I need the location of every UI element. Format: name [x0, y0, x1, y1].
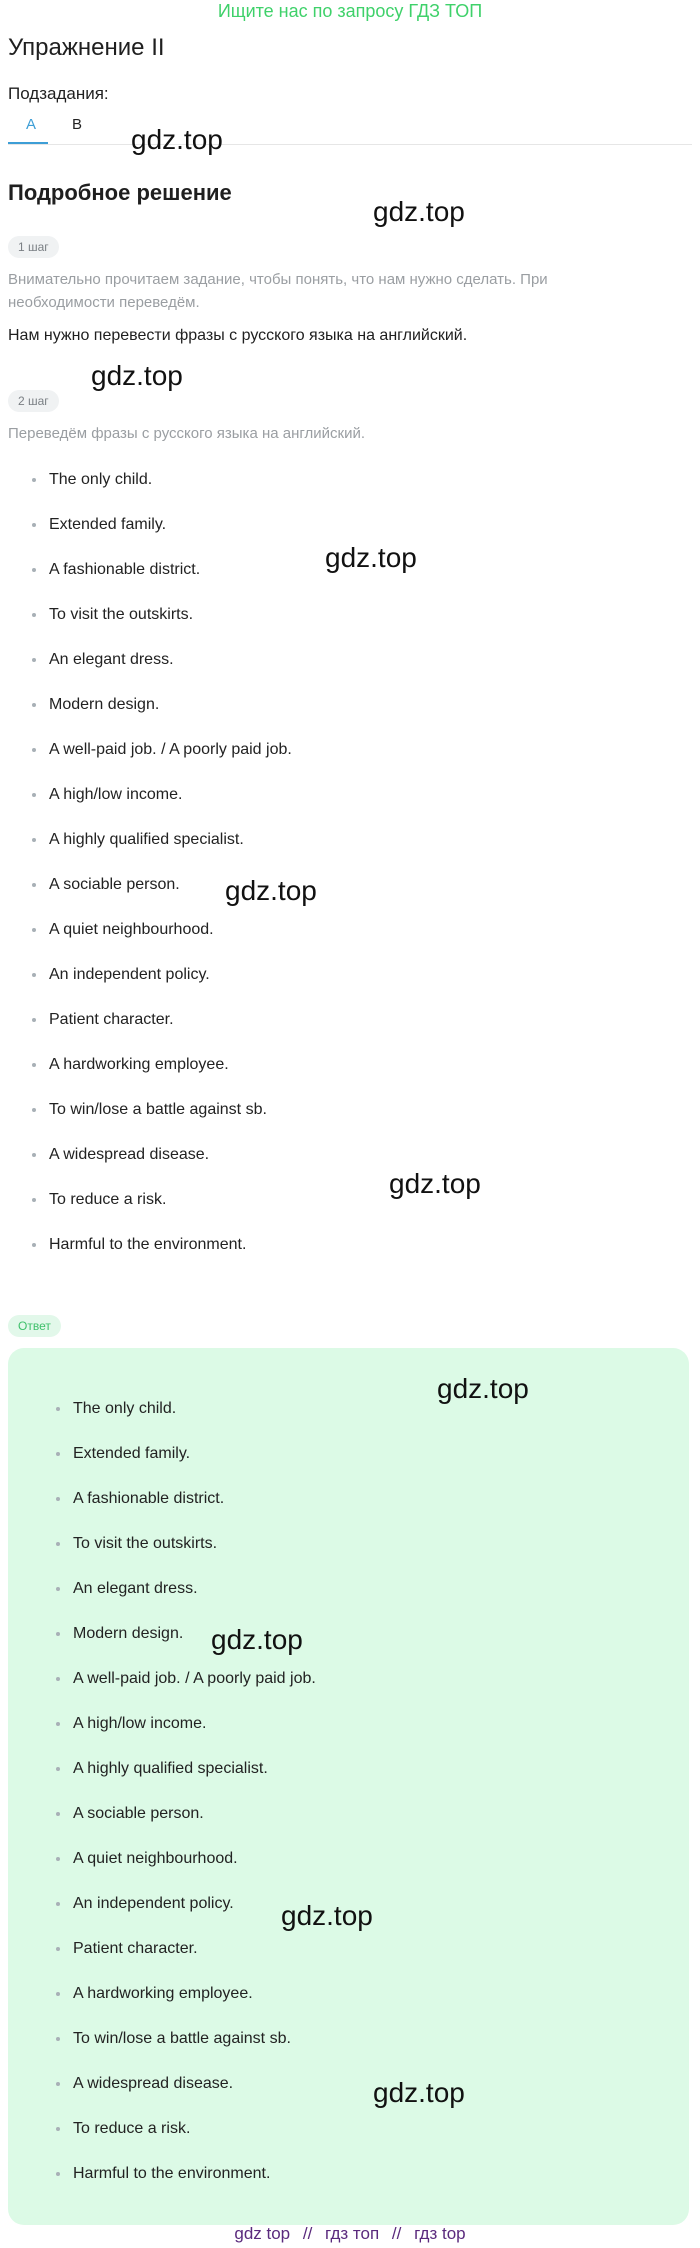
solution-list: [49, 457, 292, 1267]
list-item: To visit the outskirts.: [73, 1521, 316, 1566]
step-1-text: Внимательно прочитаем задание, чтобы понять, что нам нужно сделать. При необходимости переведём.: [8, 271, 548, 311]
answer-list: [73, 1386, 316, 2196]
subtasks-label: Подзадания:: [8, 84, 109, 103]
list-item: A hardworking employee.: [73, 1971, 316, 2016]
footer-link[interactable]: gdz top: [234, 2224, 291, 2243]
list-item: A high/low income.: [49, 772, 292, 817]
list-item: A sociable person.: [73, 1791, 316, 1836]
watermark: gdz.top: [211, 1624, 303, 1655]
list-item: An independent policy.: [49, 952, 292, 997]
watermark: gdz.top: [325, 542, 417, 573]
list-item: A highly qualified specialist.: [49, 817, 292, 862]
watermark: gdz.top: [225, 875, 317, 906]
list-item: A well-paid job. / A poorly paid job.: [73, 1656, 316, 1701]
list-item: Patient character.: [73, 1926, 316, 1971]
list-item: A hardworking employee.: [49, 1042, 292, 1087]
list-item: An independent policy.: [73, 1881, 316, 1926]
list-item: The only child.: [73, 1386, 316, 1431]
answer-badge: Ответ: [8, 1315, 61, 1337]
list-item: A fashionable district.: [73, 1476, 316, 1521]
section-title: Подробное решение: [8, 180, 232, 205]
footer-link[interactable]: гдз top: [414, 2224, 466, 2243]
list-item: Harmful to the environment.: [73, 2151, 316, 2196]
list-item: The only child.: [49, 457, 292, 502]
subtask-tabs: [8, 108, 692, 145]
watermark: gdz.top: [91, 360, 183, 391]
list-item: A high/low income.: [73, 1701, 316, 1746]
list-item: To reduce a risk.: [49, 1177, 292, 1222]
list-item: Patient character.: [49, 997, 292, 1042]
step-1-badge: 1 шаг: [8, 236, 59, 258]
list-item: A highly qualified specialist.: [73, 1746, 316, 1791]
watermark: gdz.top: [281, 1900, 373, 1931]
list-item: To win/lose a battle against sb.: [73, 2016, 316, 2061]
watermark: gdz.top: [437, 1373, 529, 1404]
list-item: A quiet neighbourhood.: [49, 907, 292, 952]
footer-links: [0, 2224, 700, 2244]
watermark: gdz.top: [373, 196, 465, 227]
list-item: A widespread disease.: [73, 2061, 316, 2106]
watermark: gdz.top: [389, 1168, 481, 1199]
list-item: An elegant dress.: [49, 637, 292, 682]
tab-b[interactable]: B: [72, 116, 83, 133]
list-item: Extended family.: [49, 502, 292, 547]
list-item: Modern design.: [73, 1611, 316, 1656]
list-item: A fashionable district.: [49, 547, 292, 592]
list-item: To visit the outskirts.: [49, 592, 292, 637]
list-item: To reduce a risk.: [73, 2106, 316, 2151]
footer-separator: //: [302, 2224, 313, 2243]
list-item: A quiet neighbourhood.: [73, 1836, 316, 1881]
active-tab-indicator: [8, 142, 48, 144]
list-item: Harmful to the environment.: [49, 1222, 292, 1267]
list-item: Extended family.: [73, 1431, 316, 1476]
step-1-main-text: Нам нужно перевести фразы с русского языка на английский.: [8, 327, 468, 344]
list-item: A sociable person.: [49, 862, 292, 907]
footer-separator: //: [391, 2224, 402, 2243]
list-item: An elegant dress.: [73, 1566, 316, 1611]
tab-a[interactable]: A: [26, 116, 37, 133]
list-item: Modern design.: [49, 682, 292, 727]
step-2-badge: 2 шаг: [8, 390, 59, 412]
list-item: To win/lose a battle against sb.: [49, 1087, 292, 1132]
watermark: gdz.top: [373, 2077, 465, 2108]
watermark: gdz.top: [131, 124, 223, 155]
search-banner: Ищите нас по запросу ГДЗ ТОП: [217, 1, 483, 21]
step-2-text: Переведём фразы с русского языка на английский.: [8, 425, 366, 442]
list-item: A well-paid job. / A poorly paid job.: [49, 727, 292, 772]
list-item: A widespread disease.: [49, 1132, 292, 1177]
footer-link[interactable]: гдз топ: [325, 2224, 380, 2243]
page-title: Упражнение II: [8, 34, 165, 61]
